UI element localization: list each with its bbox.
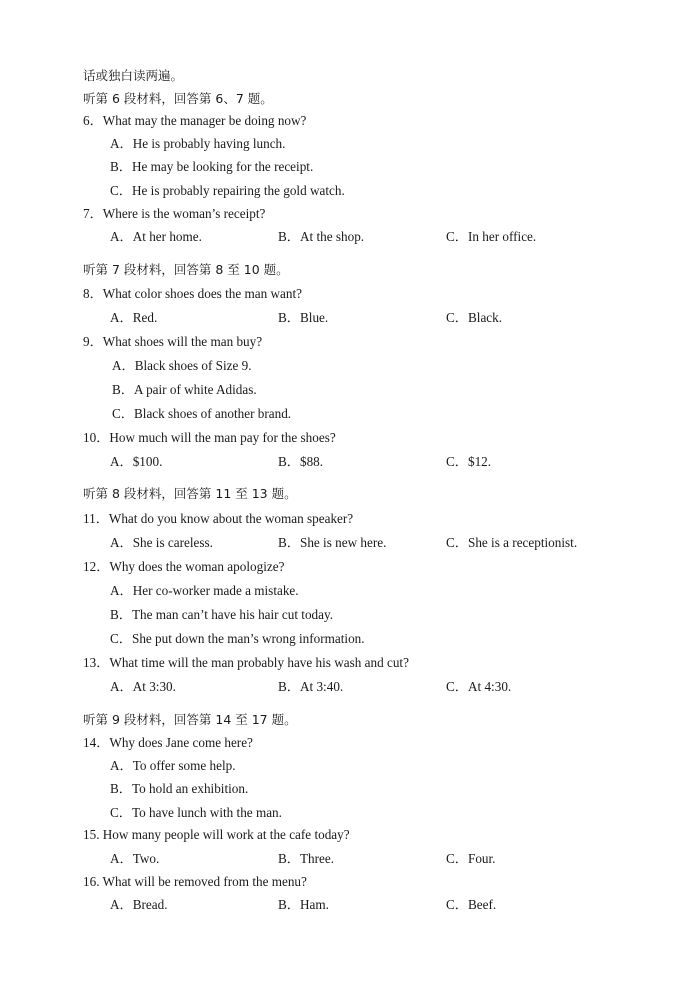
question-9: 9．What shoes will the man buy? — [83, 334, 263, 349]
question-7-option-a: A．At her home. — [110, 229, 202, 244]
intro-text: 话或独白读两遍。 — [83, 68, 184, 83]
question-9-option-a: A．Black shoes of Size 9. — [112, 358, 252, 373]
section-7-heading: 听第 7 段材料，回答第 8 至 10 题。 — [83, 262, 289, 277]
section-6-heading: 听第 6 段材料，回答第 6、7 题。 — [83, 91, 273, 106]
question-10-option-b: B．$88. — [278, 454, 324, 469]
question-11: 11．What do you know about the woman speaker? — [83, 511, 354, 526]
question-13: 13．What time will the man probably have his wash and cut? — [83, 655, 409, 670]
question-12: 12．Why does the woman apologize? — [83, 559, 285, 574]
question-12-option-a: A．Her co-worker made a mistake. — [110, 583, 299, 598]
question-7-option-c: C．In her office. — [446, 229, 537, 244]
question-14-option-c: C．To have lunch with the man. — [110, 805, 282, 820]
question-15: 15. How many people will work at the cafe today? — [83, 827, 350, 842]
question-11-option-b: B．She is new here. — [278, 535, 387, 550]
question-8-option-c: C．Black. — [446, 310, 503, 325]
question-13-option-c: C．At 4:30. — [446, 679, 512, 694]
question-16-option-b: B．Ham. — [278, 897, 329, 912]
section-8-heading: 听第 8 段材料，回答第 11 至 13 题。 — [83, 486, 297, 501]
question-15-option-a: A．Two. — [110, 851, 160, 866]
question-7: 7．Where is the woman’s receipt? — [83, 206, 266, 221]
question-10-option-c: C．$12. — [446, 454, 492, 469]
question-12-option-c: C．She put down the man’s wrong information. — [110, 631, 365, 646]
question-8: 8．What color shoes does the man want? — [83, 286, 302, 301]
question-9-option-b: B．A pair of white Adidas. — [112, 382, 257, 397]
question-7-option-b: B．At the shop. — [278, 229, 365, 244]
question-14: 14．Why does Jane come here? — [83, 735, 253, 750]
question-15-option-b: B．Three. — [278, 851, 335, 866]
question-14-option-a: A．To offer some help. — [110, 758, 236, 773]
question-10-option-a: A．$100. — [110, 454, 163, 469]
question-6: 6．What may the manager be doing now? — [83, 113, 307, 128]
question-16-option-c: C．Beef. — [446, 897, 497, 912]
question-8-option-b: B．Blue. — [278, 310, 329, 325]
question-12-option-b: B．The man can’t have his hair cut today. — [110, 607, 334, 622]
question-6-option-c: C．He is probably repairing the gold watch. — [110, 183, 345, 198]
question-11-option-a: A．She is careless. — [110, 535, 213, 550]
question-13-option-a: A．At 3:30. — [110, 679, 176, 694]
question-14-option-b: B．To hold an exhibition. — [110, 781, 249, 796]
question-9-option-c: C．Black shoes of another brand. — [112, 406, 292, 421]
question-15-option-c: C．Four. — [446, 851, 496, 866]
question-8-option-a: A．Red. — [110, 310, 158, 325]
question-6-option-b: B．He may be looking for the receipt. — [110, 159, 314, 174]
question-16-option-a: A．Bread. — [110, 897, 168, 912]
question-10: 10．How much will the man pay for the shoes? — [83, 430, 336, 445]
question-16: 16. What will be removed from the menu? — [83, 874, 307, 889]
question-11-option-c: C．She is a receptionist. — [446, 535, 578, 550]
question-6-option-a: A．He is probably having lunch. — [110, 136, 286, 151]
question-13-option-b: B．At 3:40. — [278, 679, 344, 694]
section-9-heading: 听第 9 段材料，回答第 14 至 17 题。 — [83, 712, 297, 727]
